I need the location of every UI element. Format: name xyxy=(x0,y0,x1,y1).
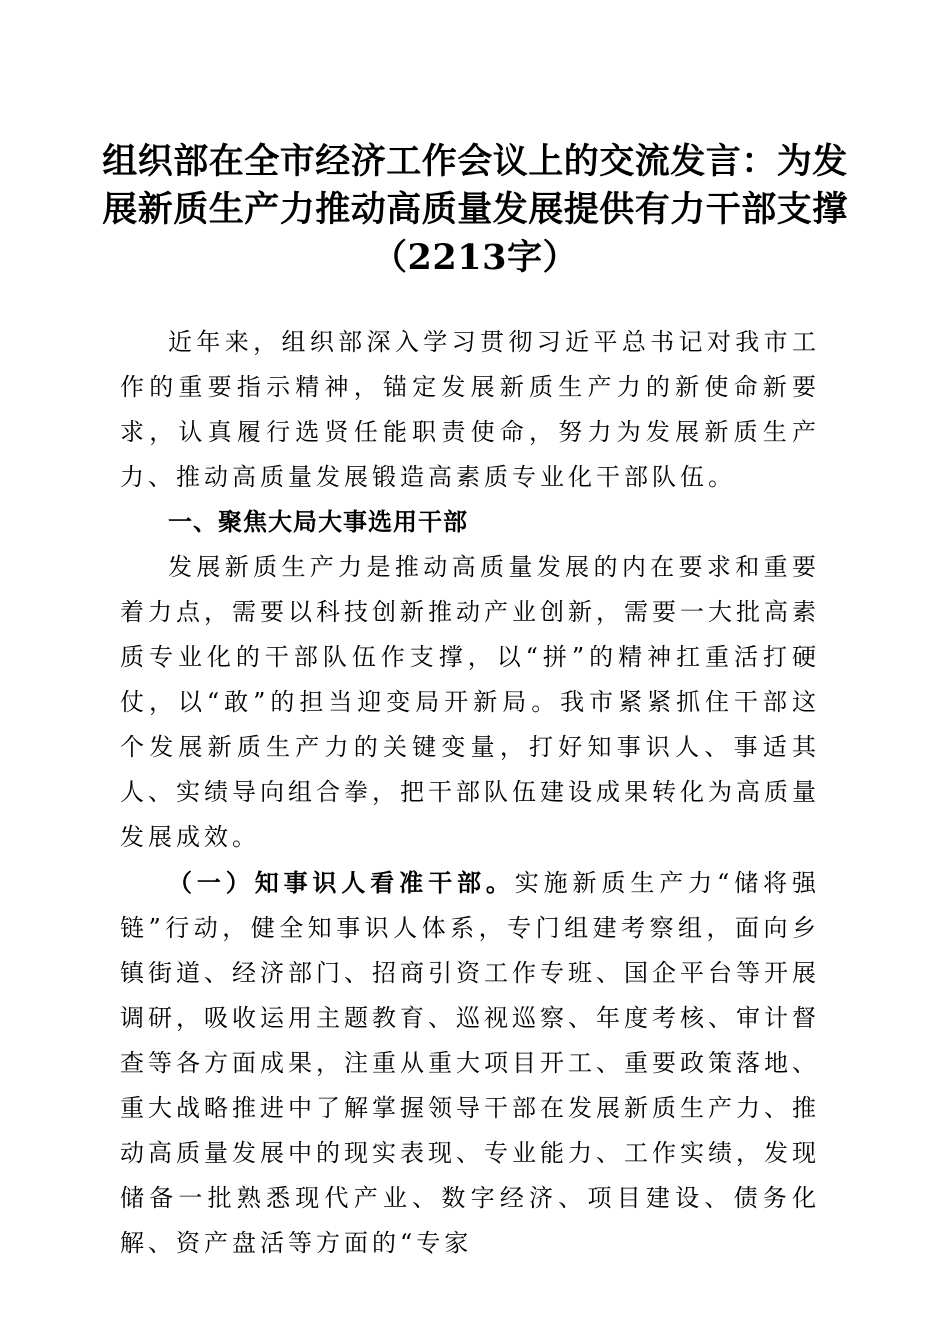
document-title: 组织部在全市经济工作会议上的交流发言：为发展新质生产力推动高质量发展提供有力干部支撑（2213字） xyxy=(102,141,848,278)
intro-paragraph: 近年来，组织部深入学习贯彻习近平总书记对我市工作的重要指示精神，锚定发展新质生产力的新使命新要求，认真履行选贤任能职责使命，努力为发展新质生产力、推动高质量发展锻造高素质专业化干部队伍。 xyxy=(120,328,820,491)
document-body xyxy=(120,320,820,1266)
body-paragraph: 发展新质生产力是推动高质量发展的内在要求和重要着力点，需要以科技创新推动产业创新，需要一大批高素质专业化的干部队伍作支撑，以“拼”的精神扛重活打硬仗，以“敢”的担当迎变局开新局。我市紧紧抓住干部这个发展新质生产力的关键变量，打好知事识人、事适其人、实绩导向组合拳，把干部队伍建设成果转化为高质量发展成效。 xyxy=(120,553,820,851)
subsection-heading: （一）知事识人看准干部。 xyxy=(168,868,515,897)
subsection-paragraph xyxy=(120,860,820,1266)
section-heading: 一、聚焦大局大事选用干部 xyxy=(168,508,468,536)
subsection-text: 实施新质生产力“储将强链”行动，健全知事识人体系，专门组建考察组，面向乡镇街道、经济部门、招商引资工作专班、国企平台等开展调研，吸收运用主题教育、巡视巡察、年度考核、审计督查等各方面成果，注重从重大项目开工、重要政策落地、重大战略推进中了解掌握领导干部在发展新质生产力、推动高质量发展中的现实表现、专业能力、工作实绩，发现储备一批熟悉现代产业、数字经济、项目建设、债务化解、资产盘活等方面的“专家 xyxy=(120,869,820,1257)
